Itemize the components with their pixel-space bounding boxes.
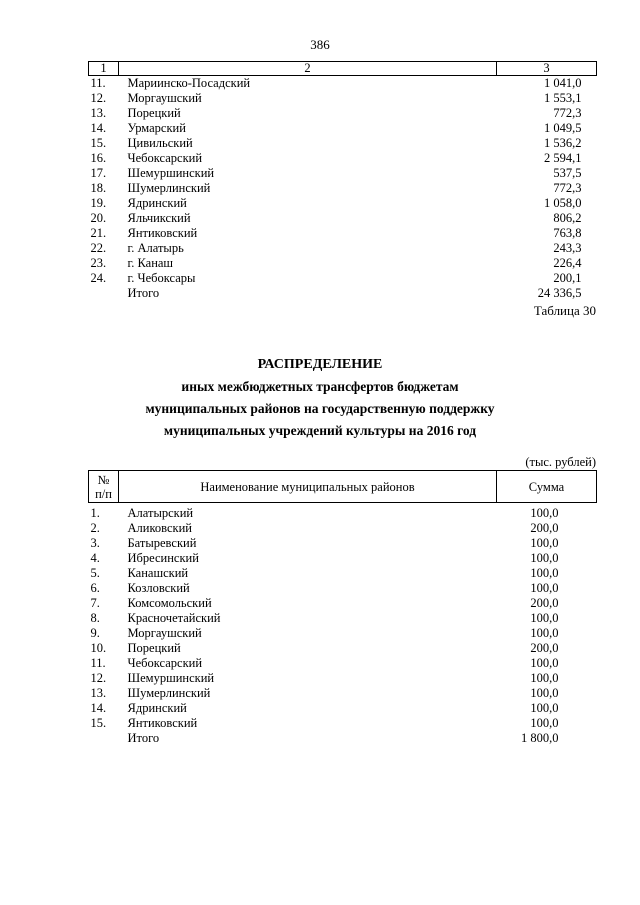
row-number: 17. <box>90 166 107 180</box>
row-value: 100,0 <box>530 671 559 685</box>
row-number: 7. <box>90 596 100 610</box>
table-row <box>89 716 597 731</box>
row-number: 14. <box>90 121 107 135</box>
row-number: 13. <box>90 106 107 120</box>
row-number: 13. <box>90 686 107 700</box>
district-name: Урмарский <box>127 121 186 135</box>
district-name: г. Канаш <box>127 256 174 270</box>
row-number: 24. <box>90 271 107 285</box>
row-value: 100,0 <box>530 701 559 715</box>
header-num-line2: п/п <box>95 486 112 501</box>
row-number: 21. <box>90 226 107 240</box>
row-value: 772,3 <box>553 106 582 120</box>
table-row <box>89 536 597 551</box>
table-row <box>89 76 597 92</box>
table-row <box>89 596 597 611</box>
row-value: 226,4 <box>553 256 582 270</box>
district-name: Алатырский <box>127 506 194 520</box>
row-number: 9. <box>90 626 100 640</box>
table-row <box>89 91 597 106</box>
row-value: 806,2 <box>553 211 582 225</box>
row-value: 100,0 <box>530 656 559 670</box>
table-row <box>89 701 597 716</box>
column-header-2: 2 <box>119 62 497 76</box>
row-value: 1 041,0 <box>544 76 582 90</box>
row-number: 8. <box>90 611 100 625</box>
title-line-3: муниципальных учреждений культуры на 2016 год <box>163 423 477 438</box>
table-row <box>89 211 597 226</box>
district-name: Ибресинский <box>127 551 199 565</box>
district-name: Козловский <box>127 581 190 595</box>
district-name: Ядринский <box>127 196 187 210</box>
row-value: 1 049,5 <box>544 121 582 135</box>
table-row <box>89 151 597 166</box>
district-name: Янтиковский <box>127 226 198 240</box>
table-row <box>89 581 597 596</box>
district-name: Яльчикский <box>127 211 191 225</box>
column-header-number <box>89 471 119 503</box>
row-value: 200,0 <box>530 521 559 535</box>
table-row <box>89 286 597 301</box>
row-number: 11. <box>90 76 106 90</box>
table-row <box>89 271 597 286</box>
district-name: Чебоксарский <box>127 151 203 165</box>
row-value: 100,0 <box>530 626 559 640</box>
row-number: 19. <box>90 196 107 210</box>
page-number: 386 <box>310 37 330 52</box>
row-value: 100,0 <box>530 686 559 700</box>
row-value: 100,0 <box>530 716 559 730</box>
district-name: г. Чебоксары <box>127 271 196 285</box>
table-row <box>89 641 597 656</box>
row-number: 20. <box>90 211 107 225</box>
row-number: 4. <box>90 551 100 565</box>
culture-support-table <box>88 470 597 746</box>
table-row <box>89 166 597 181</box>
row-number <box>89 286 119 301</box>
district-name: Аликовский <box>127 521 192 535</box>
table-row <box>89 566 597 581</box>
district-name: Моргаушский <box>127 91 202 105</box>
district-name: Моргаушский <box>127 626 202 640</box>
district-name: Шумерлинский <box>127 181 211 195</box>
district-name: Шемуршинский <box>127 166 215 180</box>
row-value: 100,0 <box>530 611 559 625</box>
row-value: 100,0 <box>530 536 559 550</box>
row-number: 11. <box>90 656 106 670</box>
table-row <box>89 611 597 626</box>
table-row <box>89 241 597 256</box>
row-number: 5. <box>90 566 100 580</box>
row-number: 23. <box>90 256 107 270</box>
district-name: Шумерлинский <box>127 686 211 700</box>
district-name: Шемуршинский <box>127 671 215 685</box>
district-name: Итого <box>127 286 160 300</box>
row-number: 22. <box>90 241 107 255</box>
table-row <box>89 686 597 701</box>
row-number: 3. <box>90 536 100 550</box>
row-value: 100,0 <box>530 506 559 520</box>
district-name: Чебоксарский <box>127 656 203 670</box>
row-value: 243,3 <box>553 241 582 255</box>
district-name: Красночетайский <box>127 611 221 625</box>
row-value: 1 800,0 <box>521 731 559 745</box>
row-value: 2 594,1 <box>544 151 582 165</box>
column-header-sum: Сумма <box>497 471 597 503</box>
district-name: Итого <box>127 731 160 745</box>
column-header-name: Наименование муниципальных районов <box>119 471 497 503</box>
title-line-2: муниципальных районов на государственную поддержку <box>145 401 495 416</box>
district-values-table <box>88 61 597 301</box>
district-name: Комсомольский <box>127 596 212 610</box>
row-number: 16. <box>90 151 107 165</box>
table-row <box>89 121 597 136</box>
district-name: Батыревский <box>127 536 197 550</box>
row-number: 1. <box>90 506 100 520</box>
district-name: Порецкий <box>127 641 181 655</box>
row-number <box>89 731 119 746</box>
table-header-row <box>89 62 597 76</box>
unit-label: (тыс. рублей) <box>525 455 596 469</box>
header-num-line1: № <box>97 472 110 487</box>
row-number: 18. <box>90 181 107 195</box>
row-value: 200,1 <box>553 271 582 285</box>
row-value: 100,0 <box>530 566 559 580</box>
row-number: 2. <box>90 521 100 535</box>
table-row <box>89 181 597 196</box>
row-number: 10. <box>90 641 107 655</box>
row-number: 15. <box>90 136 107 150</box>
row-value: 1 058,0 <box>544 196 582 210</box>
document-title <box>0 354 640 442</box>
table-row <box>89 136 597 151</box>
table-row <box>89 731 597 746</box>
table-label: Таблица 30 <box>533 303 596 318</box>
row-value: 763,8 <box>553 226 582 240</box>
row-value: 200,0 <box>530 596 559 610</box>
row-value: 1 536,2 <box>544 136 582 150</box>
district-name: Канашский <box>127 566 189 580</box>
table-row <box>89 503 597 522</box>
row-value: 1 553,1 <box>544 91 582 105</box>
row-value: 100,0 <box>530 551 559 565</box>
district-name: Янтиковский <box>127 716 198 730</box>
row-number: 12. <box>90 91 107 105</box>
row-value: 772,3 <box>553 181 582 195</box>
row-number: 12. <box>90 671 107 685</box>
column-header-1: 1 <box>89 62 119 76</box>
title-line-1: иных межбюджетных трансфертов бюджетам <box>181 379 459 394</box>
table-row <box>89 551 597 566</box>
row-value: 24 336,5 <box>537 286 582 300</box>
row-value: 200,0 <box>530 641 559 655</box>
row-value: 537,5 <box>553 166 582 180</box>
district-name: Порецкий <box>127 106 181 120</box>
row-number: 14. <box>90 701 107 715</box>
row-value: 100,0 <box>530 581 559 595</box>
district-name: Мариинско-Посадский <box>127 76 251 90</box>
row-number: 6. <box>90 581 100 595</box>
title-heading: РАСПРЕДЕЛЕНИЕ <box>257 357 383 372</box>
table-row <box>89 656 597 671</box>
table-row <box>89 226 597 241</box>
table-row <box>89 521 597 536</box>
table-row <box>89 196 597 211</box>
column-header-3: 3 <box>497 62 597 76</box>
district-name: г. Алатырь <box>127 241 184 255</box>
table-header-row <box>89 471 597 503</box>
table-row <box>89 106 597 121</box>
district-name: Цивильский <box>127 136 193 150</box>
table-row <box>89 671 597 686</box>
row-number: 15. <box>90 716 107 730</box>
table-row <box>89 626 597 641</box>
table-row <box>89 256 597 271</box>
district-name: Ядринский <box>127 701 187 715</box>
